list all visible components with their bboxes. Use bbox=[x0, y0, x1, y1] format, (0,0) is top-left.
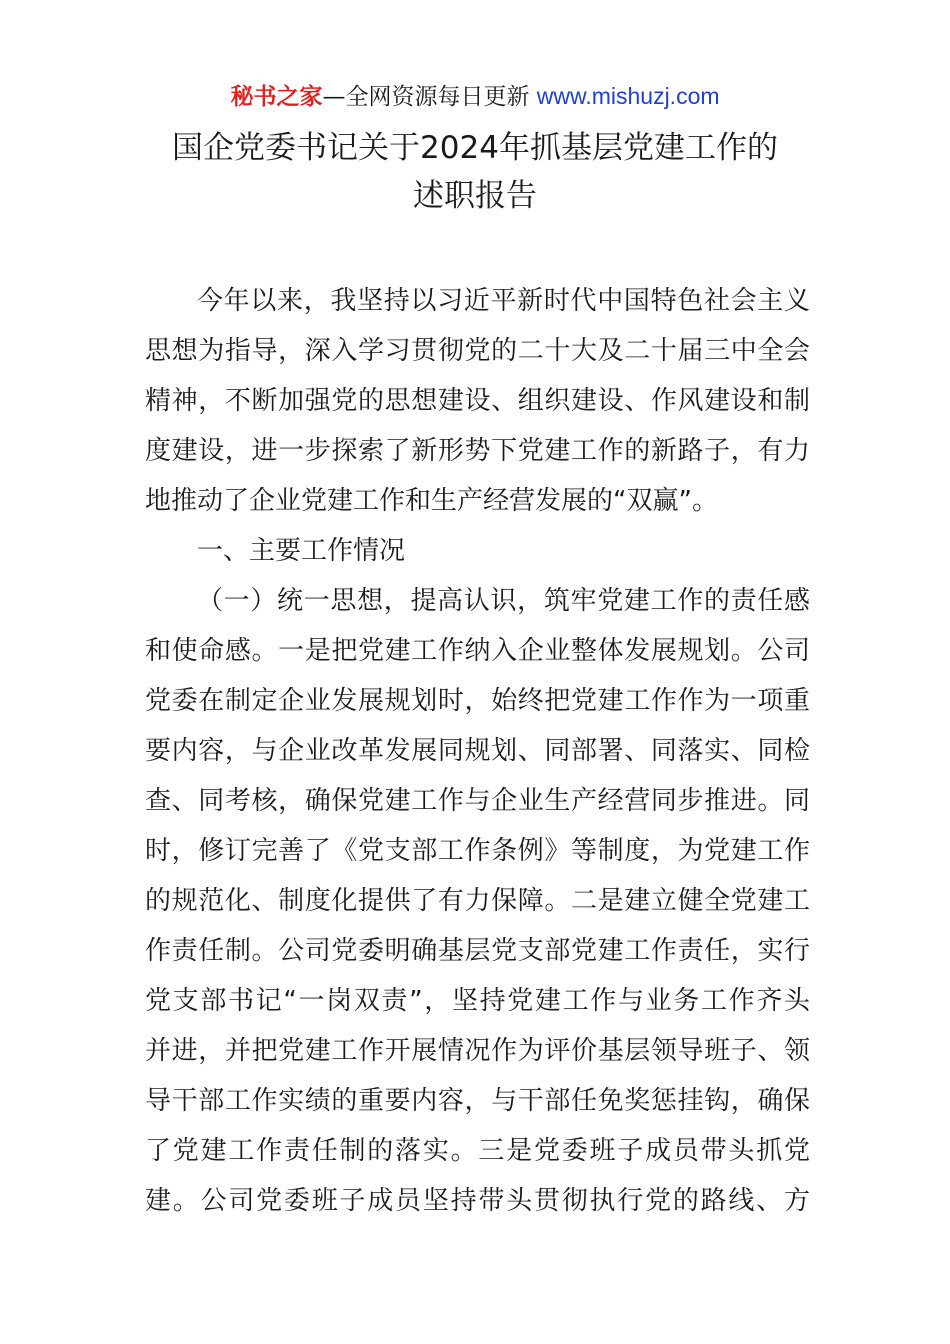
body-line: 作责任制。公司党委明确基层党支部党建工作责任，实行 bbox=[145, 936, 810, 966]
body-line: 思想为指导，深入学习贯彻党的二十大及二十届三中全会 bbox=[145, 336, 810, 366]
body-line: 查、同考核，确保党建工作与企业生产经营同步推进。同 bbox=[145, 786, 810, 816]
body-line: （一）统一思想，提高认识，筑牢党建工作的责任感 bbox=[197, 586, 810, 616]
section-heading: 一、主要工作情况 bbox=[197, 536, 406, 566]
site-tagline: —全网资源每日更新 bbox=[322, 84, 537, 110]
document-title-line-2: 述职报告 bbox=[413, 178, 537, 214]
body-line: 导干部工作实绩的重要内容，与干部任免奖惩挂钩，确保 bbox=[145, 1086, 810, 1116]
site-url[interactable]: www.mishuzj.com bbox=[536, 83, 720, 109]
body-line: 地推动了企业党建工作和生产经营发展的“双赢”。 bbox=[145, 486, 718, 516]
document-title-line-1: 国企党委书记关于2024年抓基层党建工作的 bbox=[172, 130, 778, 166]
site-header bbox=[0, 80, 950, 113]
body-line: 党委在制定企业发展规划时，始终把党建工作作为一项重 bbox=[145, 686, 810, 716]
body-line: 今年以来，我坚持以习近平新时代中国特色社会主义 bbox=[197, 286, 810, 316]
site-brand: 秘书之家 bbox=[230, 84, 323, 110]
body-line: 建。公司党委班子成员坚持带头贯彻执行党的路线、方 bbox=[145, 1186, 810, 1216]
body-line: 党支部书记“一岗双责”，坚持党建工作与业务工作齐头 bbox=[145, 986, 810, 1016]
body-line: 精神，不断加强党的思想建设、组织建设、作风建设和制 bbox=[145, 386, 810, 416]
document-body bbox=[145, 276, 810, 1226]
body-line: 时，修订完善了《党支部工作条例》等制度，为党建工作 bbox=[145, 836, 810, 866]
body-line: 并进，并把党建工作开展情况作为评价基层领导班子、领 bbox=[145, 1036, 810, 1066]
body-line: 的规范化、制度化提供了有力保障。二是建立健全党建工 bbox=[145, 886, 810, 916]
body-line: 了党建工作责任制的落实。三是党委班子成员带头抓党 bbox=[145, 1136, 810, 1166]
body-line: 和使命感。一是把党建工作纳入企业整体发展规划。公司 bbox=[145, 636, 810, 666]
body-line: 要内容，与企业改革发展同规划、同部署、同落实、同检 bbox=[145, 736, 810, 766]
body-line: 度建设，进一步探索了新形势下党建工作的新路子，有力 bbox=[145, 436, 810, 466]
